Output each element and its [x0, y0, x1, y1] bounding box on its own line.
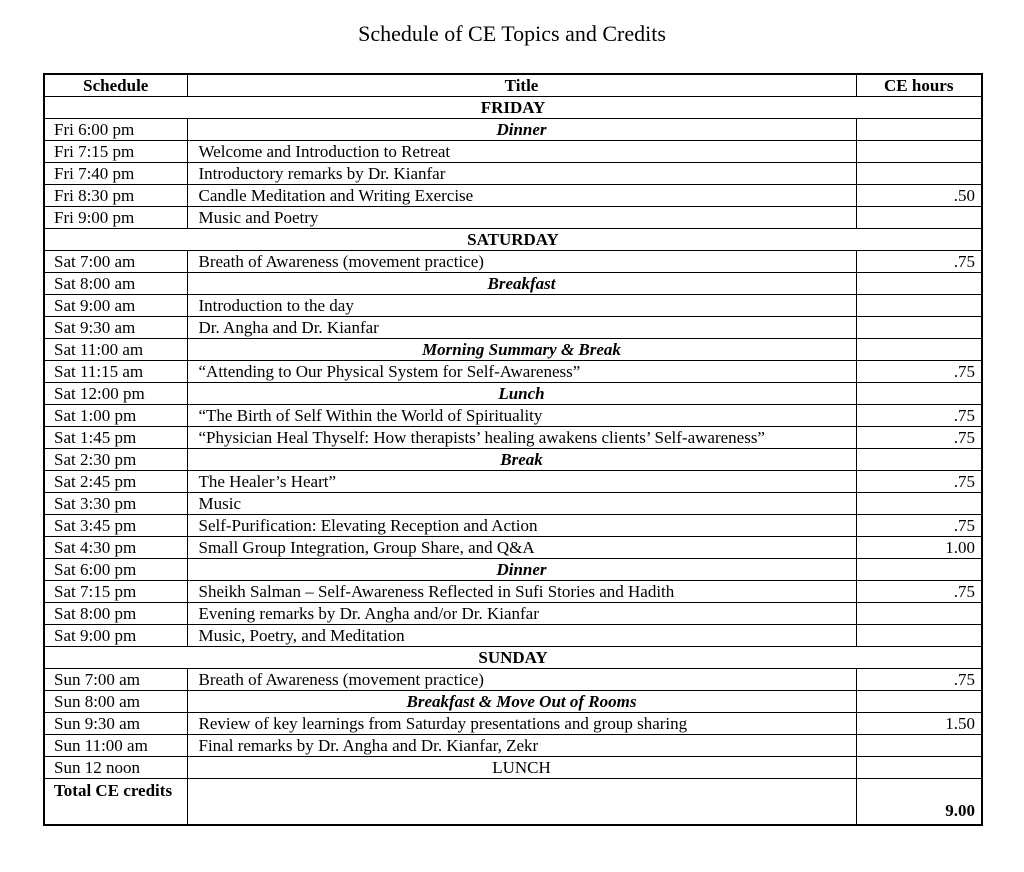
total-row: [44, 779, 982, 826]
event-row: [44, 273, 982, 295]
event-row: [44, 383, 982, 405]
event-time: Sat 11:00 am: [44, 339, 187, 361]
event-hours: [856, 273, 982, 295]
day-label: SATURDAY: [44, 229, 982, 251]
schedule-table: [43, 73, 983, 826]
event-time: Sat 9:00 pm: [44, 625, 187, 647]
event-time: Sun 9:30 am: [44, 713, 187, 735]
day-label: SUNDAY: [44, 647, 982, 669]
event-row: [44, 669, 982, 691]
event-row: [44, 339, 982, 361]
event-title: Music and Poetry: [187, 207, 856, 229]
event-hours: .75: [856, 251, 982, 273]
total-hours-value: 9.00: [856, 779, 982, 826]
event-row: [44, 493, 982, 515]
event-row: [44, 581, 982, 603]
event-row: [44, 449, 982, 471]
event-row: [44, 405, 982, 427]
event-time: Fri 8:30 pm: [44, 185, 187, 207]
event-row: [44, 361, 982, 383]
col-header-schedule: Schedule: [44, 74, 187, 97]
event-title: Dinner: [187, 119, 856, 141]
event-hours: [856, 691, 982, 713]
event-hours: [856, 449, 982, 471]
event-time: Sat 6:00 pm: [44, 559, 187, 581]
event-time: Sun 8:00 am: [44, 691, 187, 713]
event-title: Music: [187, 493, 856, 515]
event-time: Sat 4:30 pm: [44, 537, 187, 559]
event-time: Sun 7:00 am: [44, 669, 187, 691]
event-title: Candle Meditation and Writing Exercise: [187, 185, 856, 207]
event-title: Breath of Awareness (movement practice): [187, 669, 856, 691]
event-hours: [856, 119, 982, 141]
event-time: Sat 8:00 pm: [44, 603, 187, 625]
event-time: Fri 7:40 pm: [44, 163, 187, 185]
event-hours: .75: [856, 405, 982, 427]
event-row: [44, 735, 982, 757]
event-time: Sat 8:00 am: [44, 273, 187, 295]
event-time: Fri 9:00 pm: [44, 207, 187, 229]
event-row: [44, 163, 982, 185]
event-hours: [856, 493, 982, 515]
event-row: [44, 427, 982, 449]
event-title: Breath of Awareness (movement practice): [187, 251, 856, 273]
event-time: Fri 7:15 pm: [44, 141, 187, 163]
event-title: Breakfast: [187, 273, 856, 295]
event-title: Self-Purification: Elevating Reception and Action: [187, 515, 856, 537]
event-hours: [856, 757, 982, 779]
event-title: “The Birth of Self Within the World of Spirituality: [187, 405, 856, 427]
event-row: [44, 757, 982, 779]
event-hours: [856, 735, 982, 757]
event-hours: .75: [856, 471, 982, 493]
event-time: Sat 7:00 am: [44, 251, 187, 273]
event-row: [44, 537, 982, 559]
event-time: Sat 2:30 pm: [44, 449, 187, 471]
event-title: Introduction to the day: [187, 295, 856, 317]
event-row: [44, 119, 982, 141]
event-time: Sat 7:15 pm: [44, 581, 187, 603]
event-hours: [856, 207, 982, 229]
event-time: Sat 9:30 am: [44, 317, 187, 339]
day-section-row: [44, 229, 982, 251]
event-row: [44, 625, 982, 647]
event-time: Sun 11:00 am: [44, 735, 187, 757]
day-label: FRIDAY: [44, 97, 982, 119]
event-hours: .75: [856, 581, 982, 603]
event-title: Introductory remarks by Dr. Kianfar: [187, 163, 856, 185]
event-title: Final remarks by Dr. Angha and Dr. Kianfar, Zekr: [187, 735, 856, 757]
event-time: Sat 1:00 pm: [44, 405, 187, 427]
event-time: Sat 3:45 pm: [44, 515, 187, 537]
event-row: [44, 691, 982, 713]
event-hours: .75: [856, 669, 982, 691]
event-title: Review of key learnings from Saturday presentations and group sharing: [187, 713, 856, 735]
event-time: Fri 6:00 pm: [44, 119, 187, 141]
event-time: Sat 1:45 pm: [44, 427, 187, 449]
event-hours: [856, 559, 982, 581]
day-section-row: [44, 97, 982, 119]
event-time: Sat 11:15 am: [44, 361, 187, 383]
event-title: “Physician Heal Thyself: How therapists’ healing awakens clients’ Self-awareness”: [187, 427, 856, 449]
event-title: Break: [187, 449, 856, 471]
event-title: The Healer’s Heart”: [187, 471, 856, 493]
event-title: Breakfast & Move Out of Rooms: [187, 691, 856, 713]
col-header-title: Title: [187, 74, 856, 97]
event-hours: .50: [856, 185, 982, 207]
event-hours: .75: [856, 361, 982, 383]
event-hours: [856, 317, 982, 339]
day-section-row: [44, 647, 982, 669]
event-row: [44, 317, 982, 339]
event-row: [44, 141, 982, 163]
event-title: LUNCH: [187, 757, 856, 779]
event-title: Morning Summary & Break: [187, 339, 856, 361]
schedule-table-body: [44, 97, 982, 826]
event-title: Welcome and Introduction to Retreat: [187, 141, 856, 163]
event-row: [44, 515, 982, 537]
event-row: [44, 295, 982, 317]
event-title: “Attending to Our Physical System for Self-Awareness”: [187, 361, 856, 383]
event-time: Sat 2:45 pm: [44, 471, 187, 493]
event-title: Music, Poetry, and Meditation: [187, 625, 856, 647]
event-row: [44, 559, 982, 581]
event-time: Sat 12:00 pm: [44, 383, 187, 405]
event-hours: .75: [856, 427, 982, 449]
event-time: Sat 9:00 am: [44, 295, 187, 317]
header-row: [44, 74, 982, 97]
event-hours: .75: [856, 515, 982, 537]
event-title: Dr. Angha and Dr. Kianfar: [187, 317, 856, 339]
event-title: Lunch: [187, 383, 856, 405]
event-hours: [856, 383, 982, 405]
col-header-ce-hours: CE hours: [856, 74, 982, 97]
event-hours: [856, 141, 982, 163]
event-hours: [856, 295, 982, 317]
event-hours: [856, 603, 982, 625]
event-hours: 1.00: [856, 537, 982, 559]
event-row: [44, 713, 982, 735]
event-row: [44, 207, 982, 229]
event-hours: [856, 163, 982, 185]
event-row: [44, 185, 982, 207]
event-title: Evening remarks by Dr. Angha and/or Dr. Kianfar: [187, 603, 856, 625]
event-title: Sheikh Salman – Self-Awareness Reflected in Sufi Stories and Hadith: [187, 581, 856, 603]
event-row: [44, 603, 982, 625]
event-hours: 1.50: [856, 713, 982, 735]
event-time: Sat 3:30 pm: [44, 493, 187, 515]
event-title: Small Group Integration, Group Share, and Q&A: [187, 537, 856, 559]
event-hours: [856, 339, 982, 361]
event-row: [44, 251, 982, 273]
event-hours: [856, 625, 982, 647]
page-title: Schedule of CE Topics and Credits: [358, 21, 666, 46]
event-time: Sun 12 noon: [44, 757, 187, 779]
total-title-cell: [187, 779, 856, 826]
event-row: [44, 471, 982, 493]
event-title: Dinner: [187, 559, 856, 581]
total-label: Total CE credits: [44, 779, 187, 826]
